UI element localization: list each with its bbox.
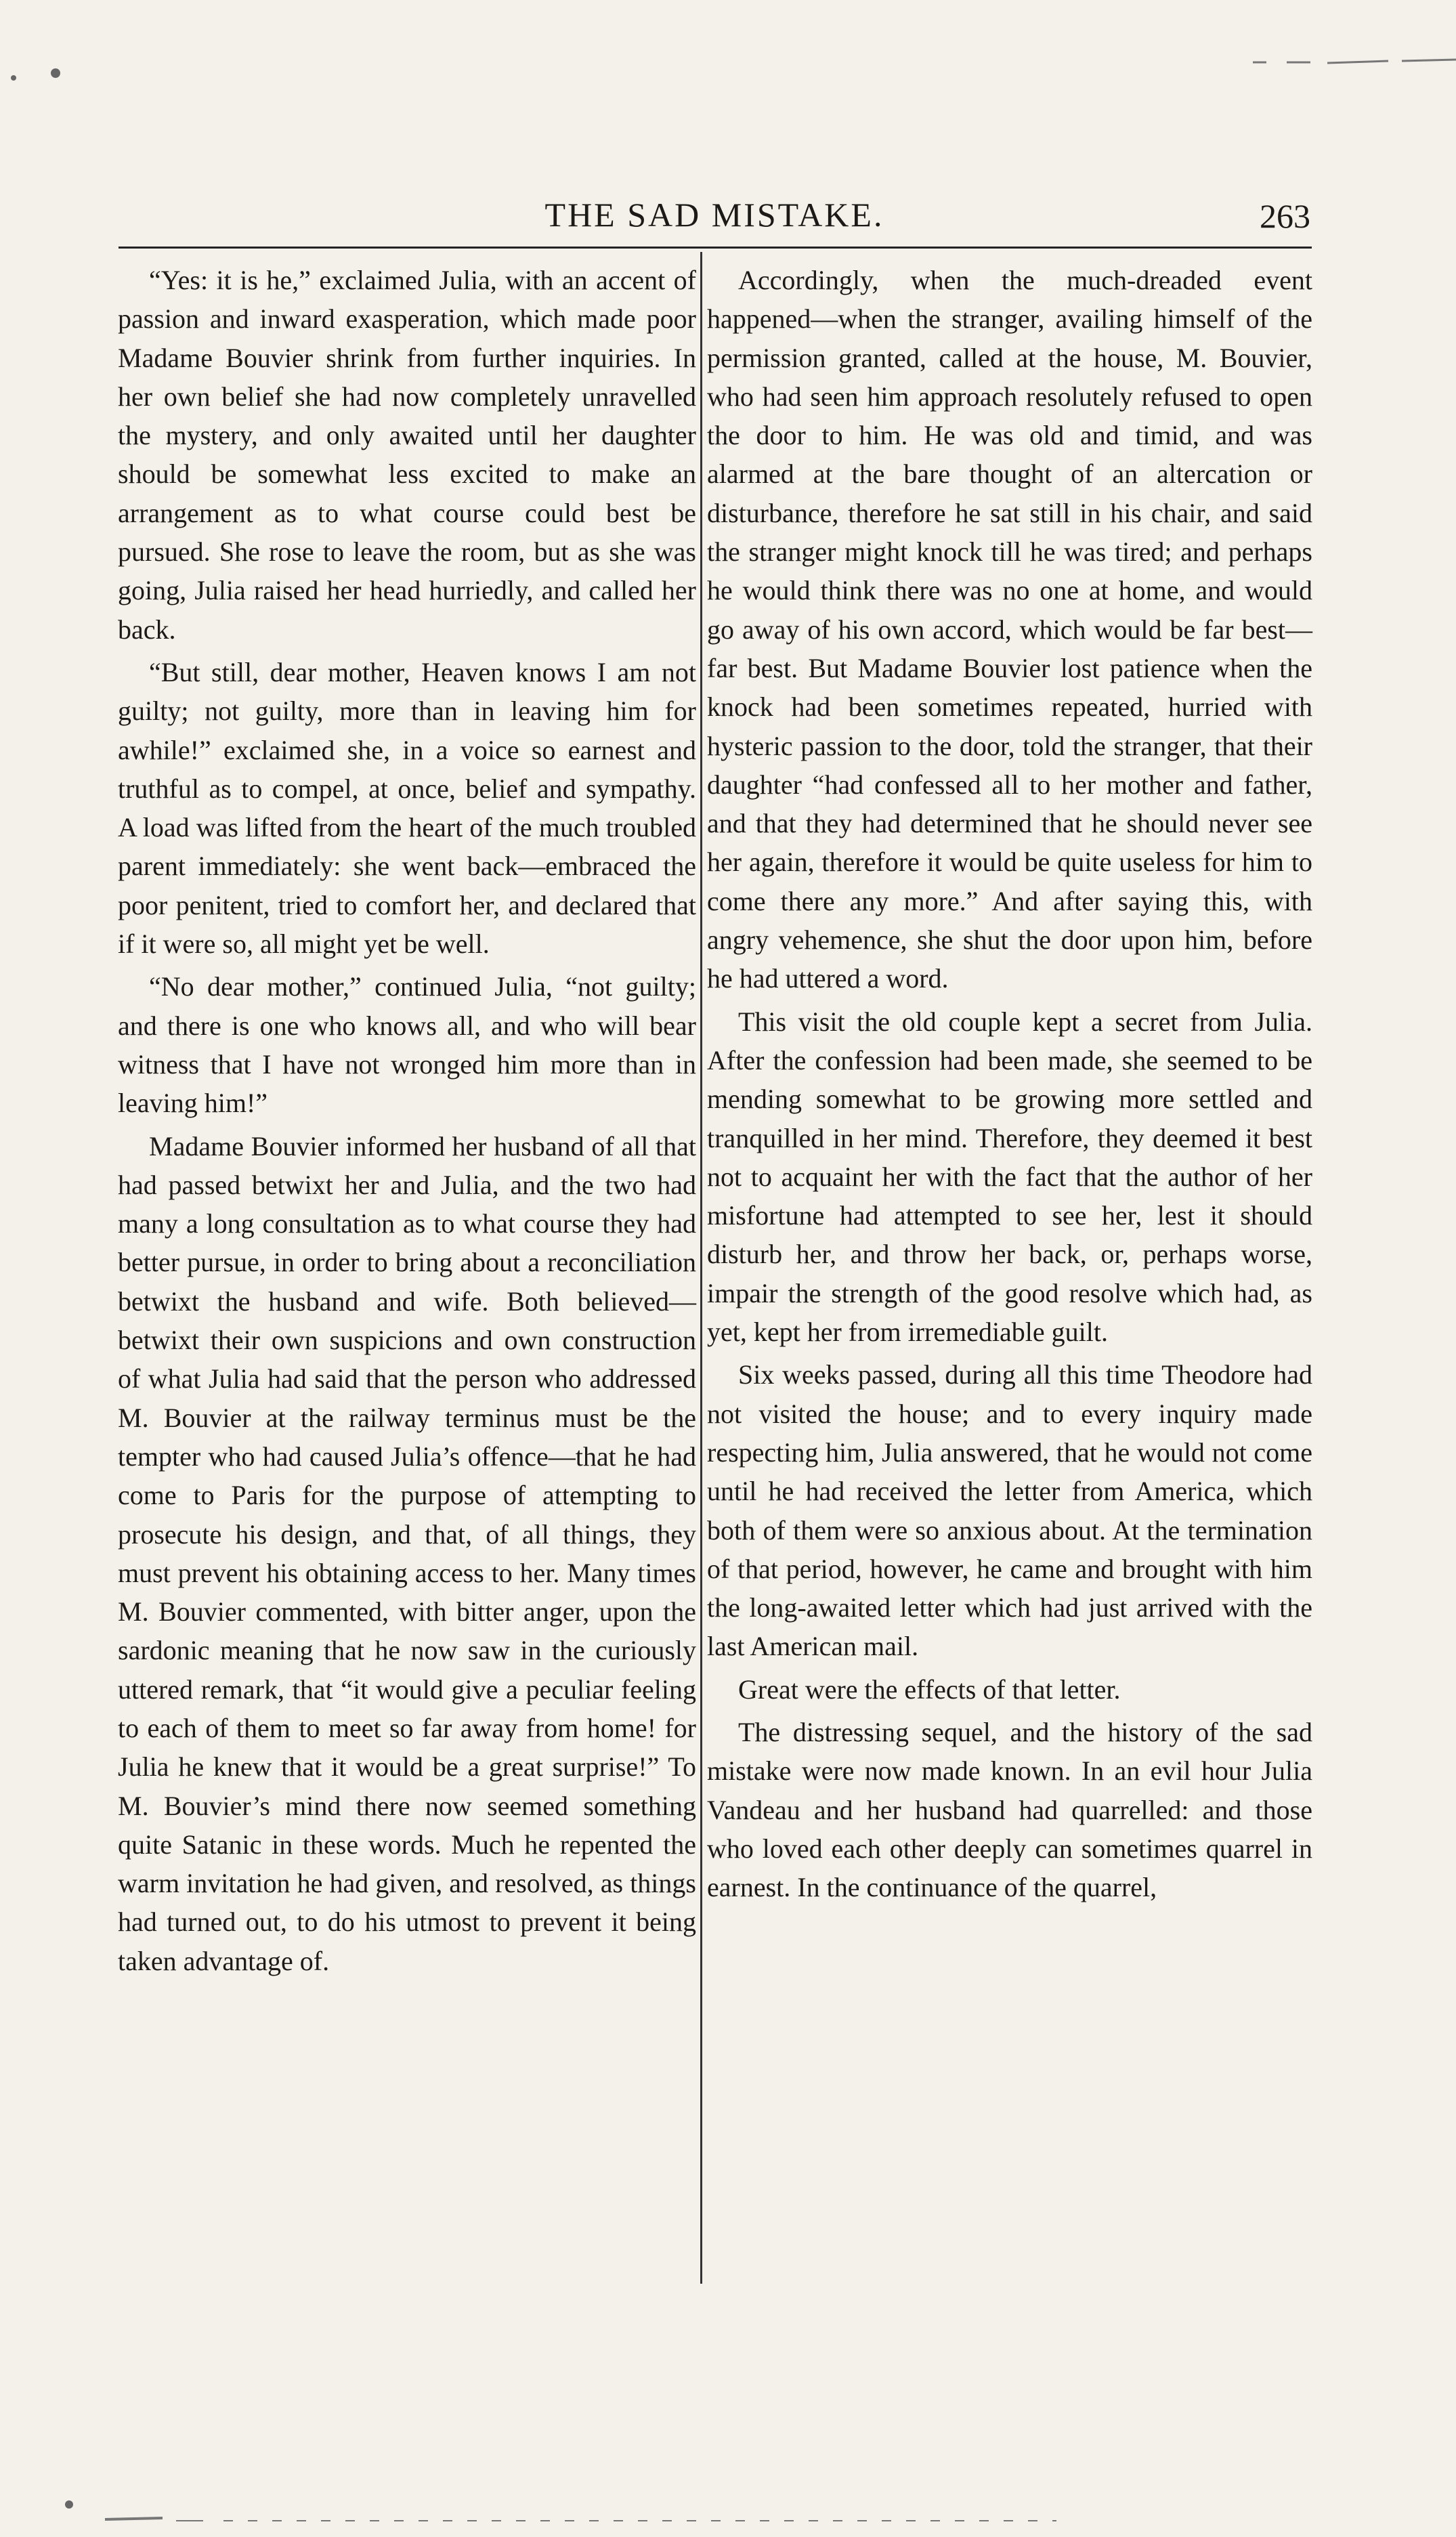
page-header	[119, 195, 1310, 249]
right-column	[707, 261, 1312, 1911]
paragraph: The distressing sequel, and the history of the sad mistake were now made known. In an evil hour Julia Vandeau and her husband had quarrelled: and those who loved each other deeply can sometimes quarrel in earnest. In the continuance of the quarrel,	[707, 1716, 1312, 1903]
column-divider	[700, 252, 702, 2284]
paragraph: Six weeks passed, during all this time Theodore had not visited the house; and to every inquiry made respecting him, Julia answered, that he would not come until he had received the letter from America, which both of them were so anxious about. At the termination of that period, however, he came and brought with him the long-awaited letter which had just arrived with the last American mail.	[707, 1359, 1312, 1662]
paragraph: Great were the effects of that letter.	[738, 1673, 1121, 1705]
running-title: THE SAD MISTAKE.	[544, 196, 884, 234]
paragraph: This visit the old couple kept a secret from Julia. After the confession had been made, she seemed to be mending somewhat to be growing more settled and tranquilled in her mind. Therefore, they deemed it best not to acquaint her with the fact that the author of her misfortune had attempted to see her, lest it should disturb her, and throw her back, or, perhaps worse, impair the strength of the good resolve which had, as yet, kept her from irremediable guilt.	[707, 1006, 1312, 1348]
left-column	[118, 261, 696, 1984]
paragraph: Madame Bouvier informed her husband of all that had passed betwixt her and Julia, and the two had many a long consultation as to what course they had better pursue, in order to bring about a reconciliation betwixt the husband and wife. Both believed—betwixt their own suspicions and own construction of what Julia had said that the person who addressed M. Bouvier at the railway terminus must be the tempter who had caused Julia’s offence—that he had come to Paris for the purpose of attempting to prosecute his design, and that, of all things, they must prevent his obtaining access to her. Many times M. Bouvier commented, with bitter anger, upon the sardonic meaning that he now saw in the curiously uttered remark, that “it would give a peculiar feeling to each of them to meet so far away from home! for Julia he knew that it would be a great surprise!” To M. Bouvier’s mind there now seemed something quite Satanic in these words. Much he repented the warm invitation he had given, and resolved, as things had turned out, to do his utmost to prevent it being taken advantage of.	[118, 1130, 696, 1976]
paragraph: “But still, dear mother, Heaven knows I am not guilty; not guilty, more than in leaving him for awhile!” exclaimed she, in a voice so earnest and truthful as to compel, at once, belief and sympathy. A load was lifted from the heart of the much troubled parent immediately: she went back—embraced the poor penitent, tried to comfort her, and declared that if it were so, all might yet be well.	[118, 656, 696, 960]
header-rule	[119, 247, 1312, 249]
paragraph: Accordingly, when the much-dreaded event happened—when the stranger, availing himself of the permission granted, called at the house, M. Bouvier, who had seen him approach resolutely refused to open the door to him. He was old and timid, and was alarmed at the bare thought of an altercation or disturbance, therefore he sat still in his chair, and said the stranger might knock till he was tired; and perhaps he would think there was no one at home, and would go away of his own accord, which would be far best—far best. But Madame Bouvier lost patience when the knock had been sometimes repeated, hurried with hysteric passion to the door, told the stranger, that their daughter “had confessed all to her mother and father, and that they had determined that he should never see her again, therefore it would be quite useless for him to come there any more.” And after saying this, with angry vehemence, she shut the door upon him, before he had uttered a word.	[707, 265, 1312, 994]
page-number: 263	[1260, 197, 1310, 235]
paragraph: “Yes: it is he,” exclaimed Julia, with an accent of passion and inward exasperation, which made poor Madame Bouvier shrink from further inquiries. In her own belief she had now completely unravelled the mystery, and only awaited until her daughter should be somewhat less excited to make an arrangement as to what course could best be pursued. She rose to leave the room, but as she was going, Julia raised her head hurriedly, and called her back.	[118, 265, 696, 645]
paragraph: “No dear mother,” continued Julia, “not guilty; and there is one who knows all, and who will bear witness that I have not wronged him more than in leaving him!”	[118, 971, 696, 1119]
